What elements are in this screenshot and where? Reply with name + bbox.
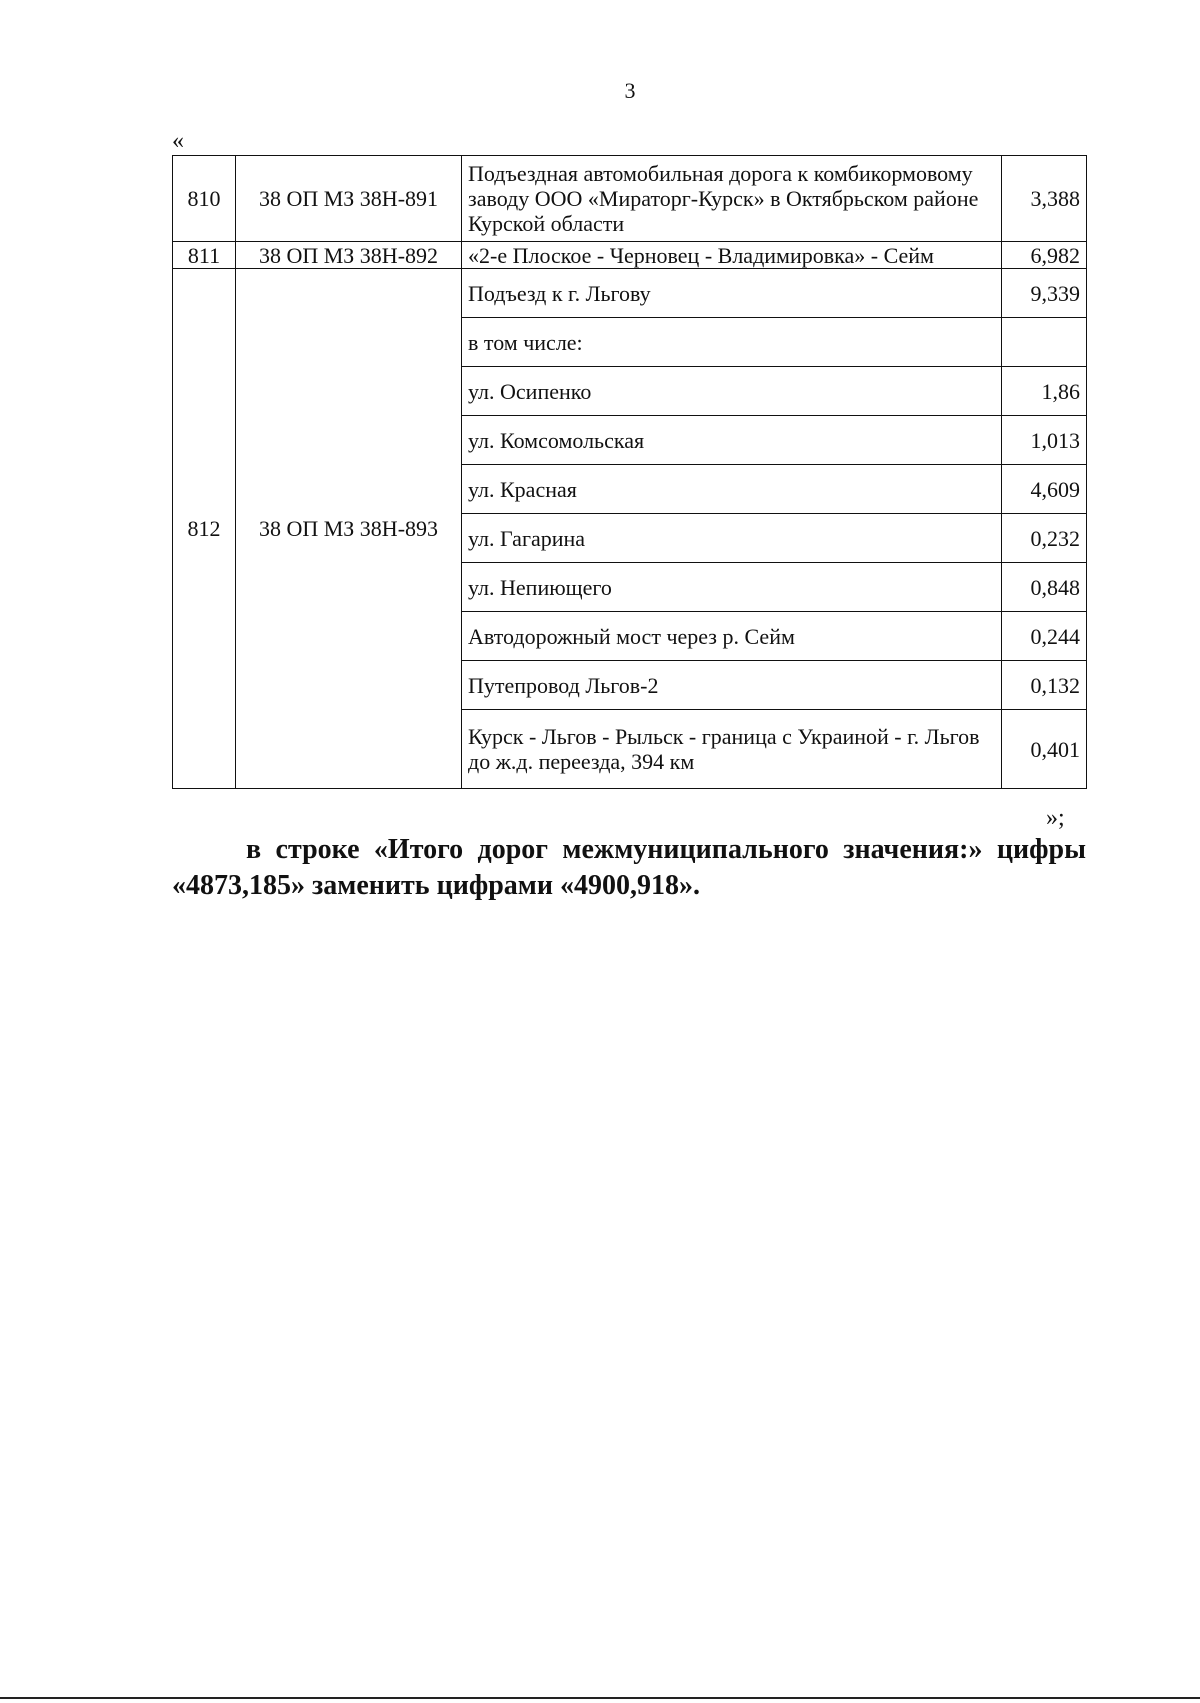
roads-table: [172, 155, 1087, 789]
page-bottom-rule: [0, 1697, 1200, 1699]
table-row: [173, 269, 1087, 318]
road-length: 0,244: [1002, 612, 1087, 661]
road-name: в том числе:: [462, 318, 1002, 367]
road-name: ул. Красная: [462, 465, 1002, 514]
road-name: ул. Комсомольская: [462, 416, 1002, 465]
road-name: ул. Непиющего: [462, 563, 1002, 612]
table-row: [173, 156, 1087, 242]
road-length: 0,401: [1002, 710, 1087, 789]
row-number: 812: [173, 269, 236, 789]
road-name: Автодорожный мост через р. Сейм: [462, 612, 1002, 661]
road-length: 9,339: [1002, 269, 1087, 318]
page-number: 3: [624, 78, 636, 103]
road-name: Подъездная автомобильная дорога к комбикормовому заводу ООО «Мираторг-Курск» в Октябрьском районе Курской области: [462, 156, 1002, 242]
road-length: 0,132: [1002, 661, 1087, 710]
road-length: 1,013: [1002, 416, 1087, 465]
table-row: [173, 242, 1087, 269]
road-name: ул. Гагарина: [462, 514, 1002, 563]
road-name: Путепровод Льгов-2: [462, 661, 1002, 710]
road-code: 38 ОП МЗ 38Н-892: [236, 242, 462, 269]
road-name: ул. Осипенко: [462, 367, 1002, 416]
road-length: 0,848: [1002, 563, 1087, 612]
road-length: 1,86: [1002, 367, 1087, 416]
amendment-paragraph: в строке «Итого дорог межмуниципального значения:» цифры «4873,185» заменить цифрами «4900,918».: [172, 834, 1086, 901]
road-code: 38 ОП МЗ 38Н-891: [236, 156, 462, 242]
road-code: 38 ОП МЗ 38Н-893: [236, 269, 462, 789]
road-length: 6,982: [1002, 242, 1087, 269]
closing-quote: »;: [1046, 805, 1065, 831]
road-name: Курск - Льгов - Рыльск - граница с Украиной - г. Льгов до ж.д. переезда, 394 км: [462, 710, 1002, 789]
road-length: [1002, 318, 1087, 367]
opening-quote: «: [172, 128, 184, 154]
road-length: 3,388: [1002, 156, 1087, 242]
road-length: 4,609: [1002, 465, 1087, 514]
road-length: 0,232: [1002, 514, 1087, 563]
row-number: 811: [173, 242, 236, 269]
road-name: Подъезд к г. Льгову: [462, 269, 1002, 318]
road-name: «2-е Плоское - Черновец - Владимировка» - Сейм: [462, 242, 1002, 269]
row-number: 810: [173, 156, 236, 242]
